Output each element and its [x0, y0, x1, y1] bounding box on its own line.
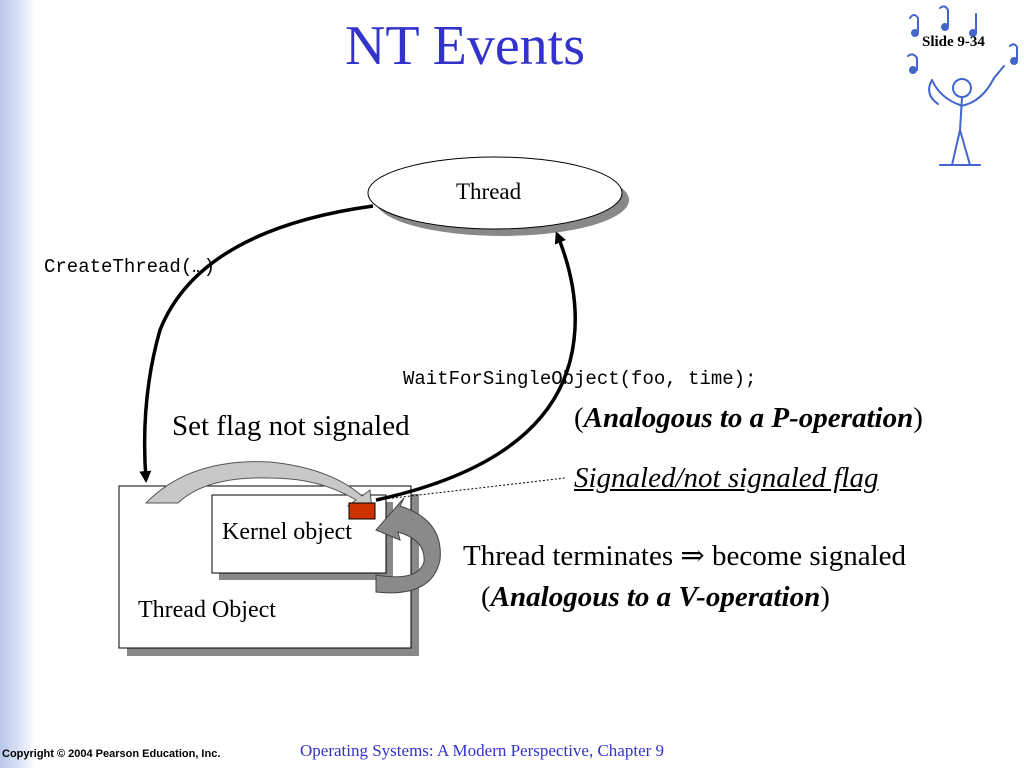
- signal-flag: [349, 503, 375, 519]
- v-operation-note: [481, 581, 830, 614]
- p-op-close: ): [913, 402, 923, 434]
- slide-title: NT Events: [344, 15, 586, 77]
- wait-call-label: WaitForSingleObject(foo, time);: [403, 368, 757, 390]
- kernel-object-label: Kernel object: [222, 519, 352, 545]
- p-op-open: (: [574, 402, 584, 434]
- thread-object-label: Thread Object: [138, 597, 276, 623]
- flag-label: Signaled/not signaled flag: [574, 462, 879, 494]
- create-thread-label: CreateThread(…): [44, 256, 216, 278]
- slide-number: Slide 9-34: [922, 34, 985, 50]
- v-op-close: ): [820, 581, 830, 613]
- copyright-notice: Copyright © 2004 Pearson Education, Inc.: [2, 748, 221, 760]
- v-op-open: (: [481, 581, 491, 613]
- p-operation-note: [574, 402, 923, 435]
- p-op-text: Analogous to a P-operation: [583, 402, 914, 434]
- thread-label: Thread: [456, 179, 522, 204]
- v-op-text: Analogous to a V-operation: [490, 581, 821, 613]
- set-flag-label: Set flag not signaled: [172, 410, 410, 442]
- terminates-label: Thread terminates ⇒ become signaled: [463, 540, 907, 572]
- course-footer: Operating Systems: A Modern Perspective, Chapter 9: [300, 741, 665, 760]
- wait-arrow: [376, 234, 575, 500]
